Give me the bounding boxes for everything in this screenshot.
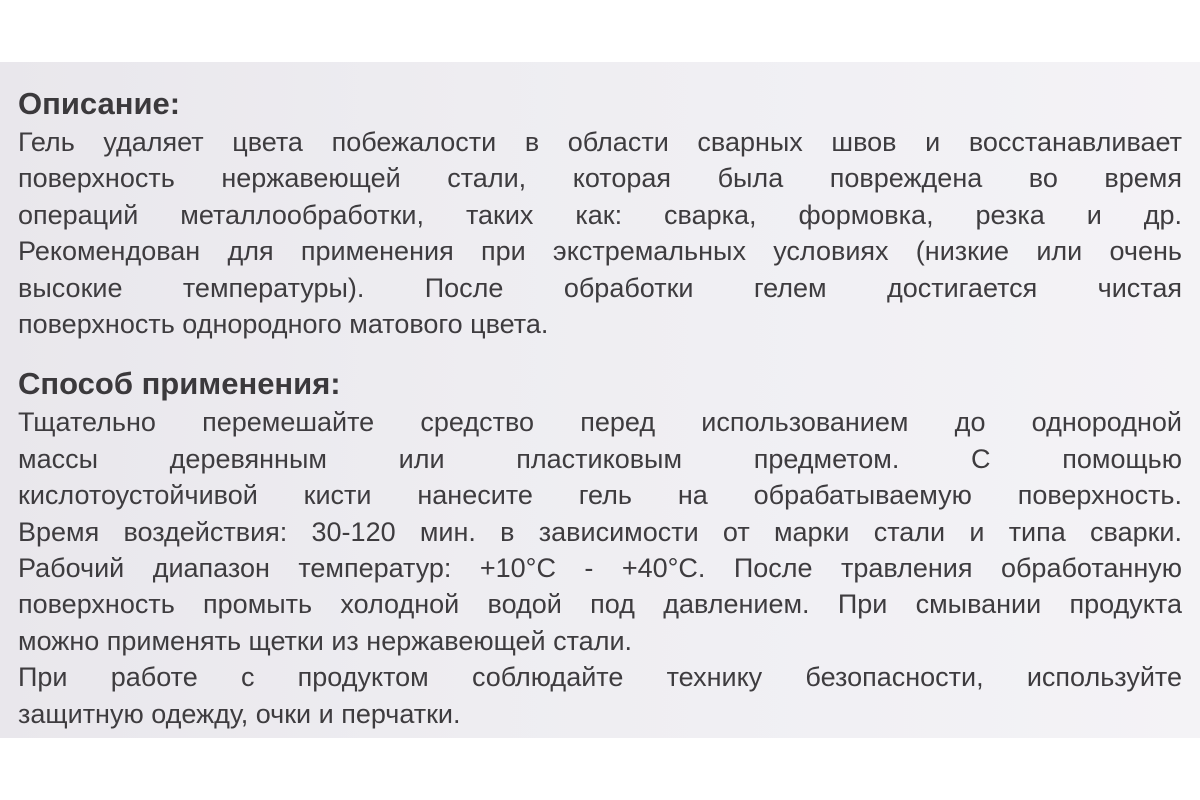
description-line: поверхность нержавеющей стали, которая была повреждена во время xyxy=(18,163,1182,194)
description-line: Гель удаляет цвета побежалости в области сварных швов и восстанавливает xyxy=(18,127,1182,157)
usage-line: можно применять щетки из нержавеющей стали. xyxy=(18,625,633,656)
usage-line: Время воздействия: 30-120 мин. в зависимости от марки стали и типа сварки. xyxy=(18,516,1182,547)
description-line: высокие температуры). После обработки гелем достигается чистая xyxy=(18,272,1182,303)
usage-line: Тщательно перемешайте средство перед использованием до однородной xyxy=(18,407,1182,438)
usage-line: массы деревянным или пластиковым предметом. С помощью xyxy=(18,443,1182,474)
description-line: Рекомендован для применения при экстремальных условиях (низкие или очень xyxy=(18,236,1182,267)
usage-line: поверхность промыть холодной водой под давлением. При смывании продукта xyxy=(18,589,1182,620)
description-text xyxy=(18,124,1182,342)
description-heading: Описание: xyxy=(18,86,181,121)
product-label xyxy=(0,62,1200,738)
usage-line: кислотоустойчивой кисти нанесите гель на обрабатываемую поверхность. xyxy=(18,480,1182,511)
description-line: операций металлообработки, таких как: сварка, формовка, резка и др. xyxy=(18,199,1182,230)
usage-line: При работе с продуктом соблюдайте технику безопасности, используйте xyxy=(18,662,1182,693)
description-line: поверхность однородного матового цвета. xyxy=(18,309,549,340)
usage-text xyxy=(18,404,1182,732)
usage-line: Рабочий диапазон температур: +10°С - +40°С. После травления обработанную xyxy=(18,553,1182,584)
usage-line: защитную одежду, очки и перчатки. xyxy=(18,698,461,729)
usage-heading: Способ применения: xyxy=(18,366,341,402)
